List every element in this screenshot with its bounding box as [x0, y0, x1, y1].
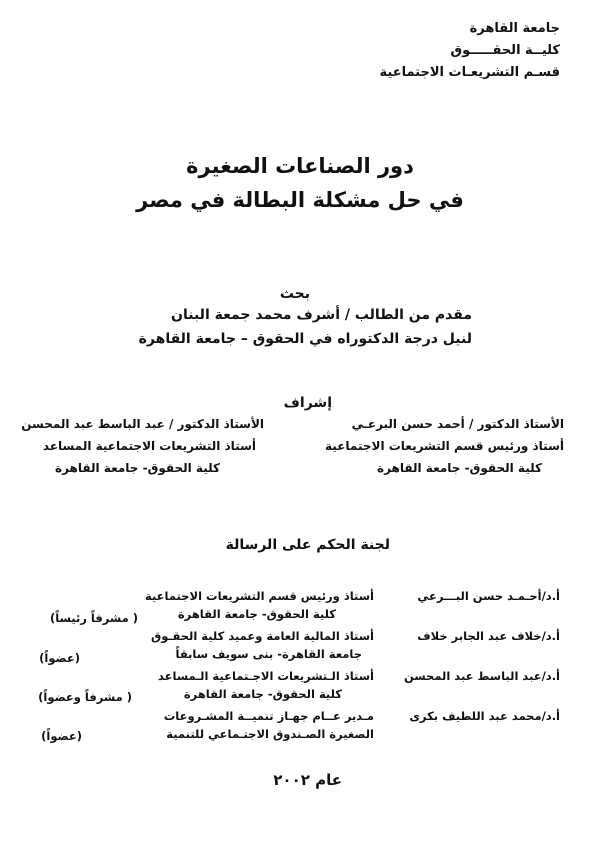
supervisor2-name: الأستاذ الدكتور / عبد الباسط عبد المحسن: [21, 417, 264, 431]
committee-member-position: أستاذ ورئيس قسم التشريعات الاجتماعية: [144, 589, 374, 603]
thesis-title-line2: في حل مشكلة البطالة في مصر: [136, 188, 464, 212]
committee-member-position: مـدير عــام جهـاز تنميــة المشـروعات: [163, 709, 374, 723]
department-name: قسـم التشريعـات الاجتماعية: [379, 65, 560, 80]
committee-member-affiliation: الصغيرة الصـندوق الاجتـماعي للتنمية: [166, 727, 374, 741]
committee-member-name: أ.د/محمد عبد اللطيف بكرى: [409, 709, 560, 723]
committee-member-name: أ.د/أحـمـد حسن البـــرعي: [417, 589, 560, 603]
committee-member-role: ( مشرفاً رئيساً): [50, 611, 138, 625]
institution-header: [380, 18, 560, 84]
committee-member-affiliation: جامعة القاهرة- بنى سويف سابقاً: [175, 647, 362, 661]
supervision-heading: إشراف: [283, 395, 332, 411]
committee-member-affiliation: كلية الحقوق- جامعة القاهرة: [183, 687, 342, 701]
supervisor2-affiliation: كلية الحقوق- جامعة القاهرة: [55, 461, 220, 475]
committee-member-role: (عضواً): [41, 729, 82, 743]
committee-member-role: (عضواً): [39, 651, 80, 665]
supervisor1-affiliation: كلية الحقوق- جامعة القاهرة: [377, 461, 542, 475]
committee-heading: لجنة الحكم على الرسالة: [225, 537, 390, 553]
thesis-title-line1: دور الصناعات الصغيرة: [186, 154, 414, 178]
faculty-name: كليــة الحقـــــوق: [450, 43, 560, 58]
degree-line: لنيل درجة الدكتوراه في الحقوق – جامعة القاهرة: [138, 331, 472, 347]
committee-member-role: ( مشرفاً وعضواً): [38, 690, 132, 704]
committee-member-position: أستاذ الـتشريعات الاجـتماعية الـمساعد: [158, 669, 374, 683]
committee-member-position: أستاذ المالية العامة وعميد كلية الحقـوق: [151, 629, 374, 643]
student-name: مقدم من الطالب / أشرف محمد جمعة البنان: [171, 307, 472, 323]
year: عام ٢٠٠٢: [273, 771, 342, 789]
committee-member-name: أ.د/عبد الباسط عبد المحسن: [403, 669, 560, 683]
committee-member-affiliation: كلية الحقوق- جامعة القاهرة: [177, 607, 336, 621]
supervisor2-title: أستاذ التشريعات الاجتماعية المساعد: [42, 439, 256, 453]
supervisor1-name: الأستاذ الدكتور / أحمد حسن البرعـي: [351, 417, 564, 431]
submission-type: بحث: [279, 286, 310, 302]
university-name: جامعة القاهرة: [469, 21, 560, 36]
supervisor1-title: أستاذ ورئيس قسم التشريعات الاجتماعية: [325, 439, 564, 453]
committee-member-name: أ.د/خلاف عبد الجابر خلاف: [417, 629, 560, 643]
